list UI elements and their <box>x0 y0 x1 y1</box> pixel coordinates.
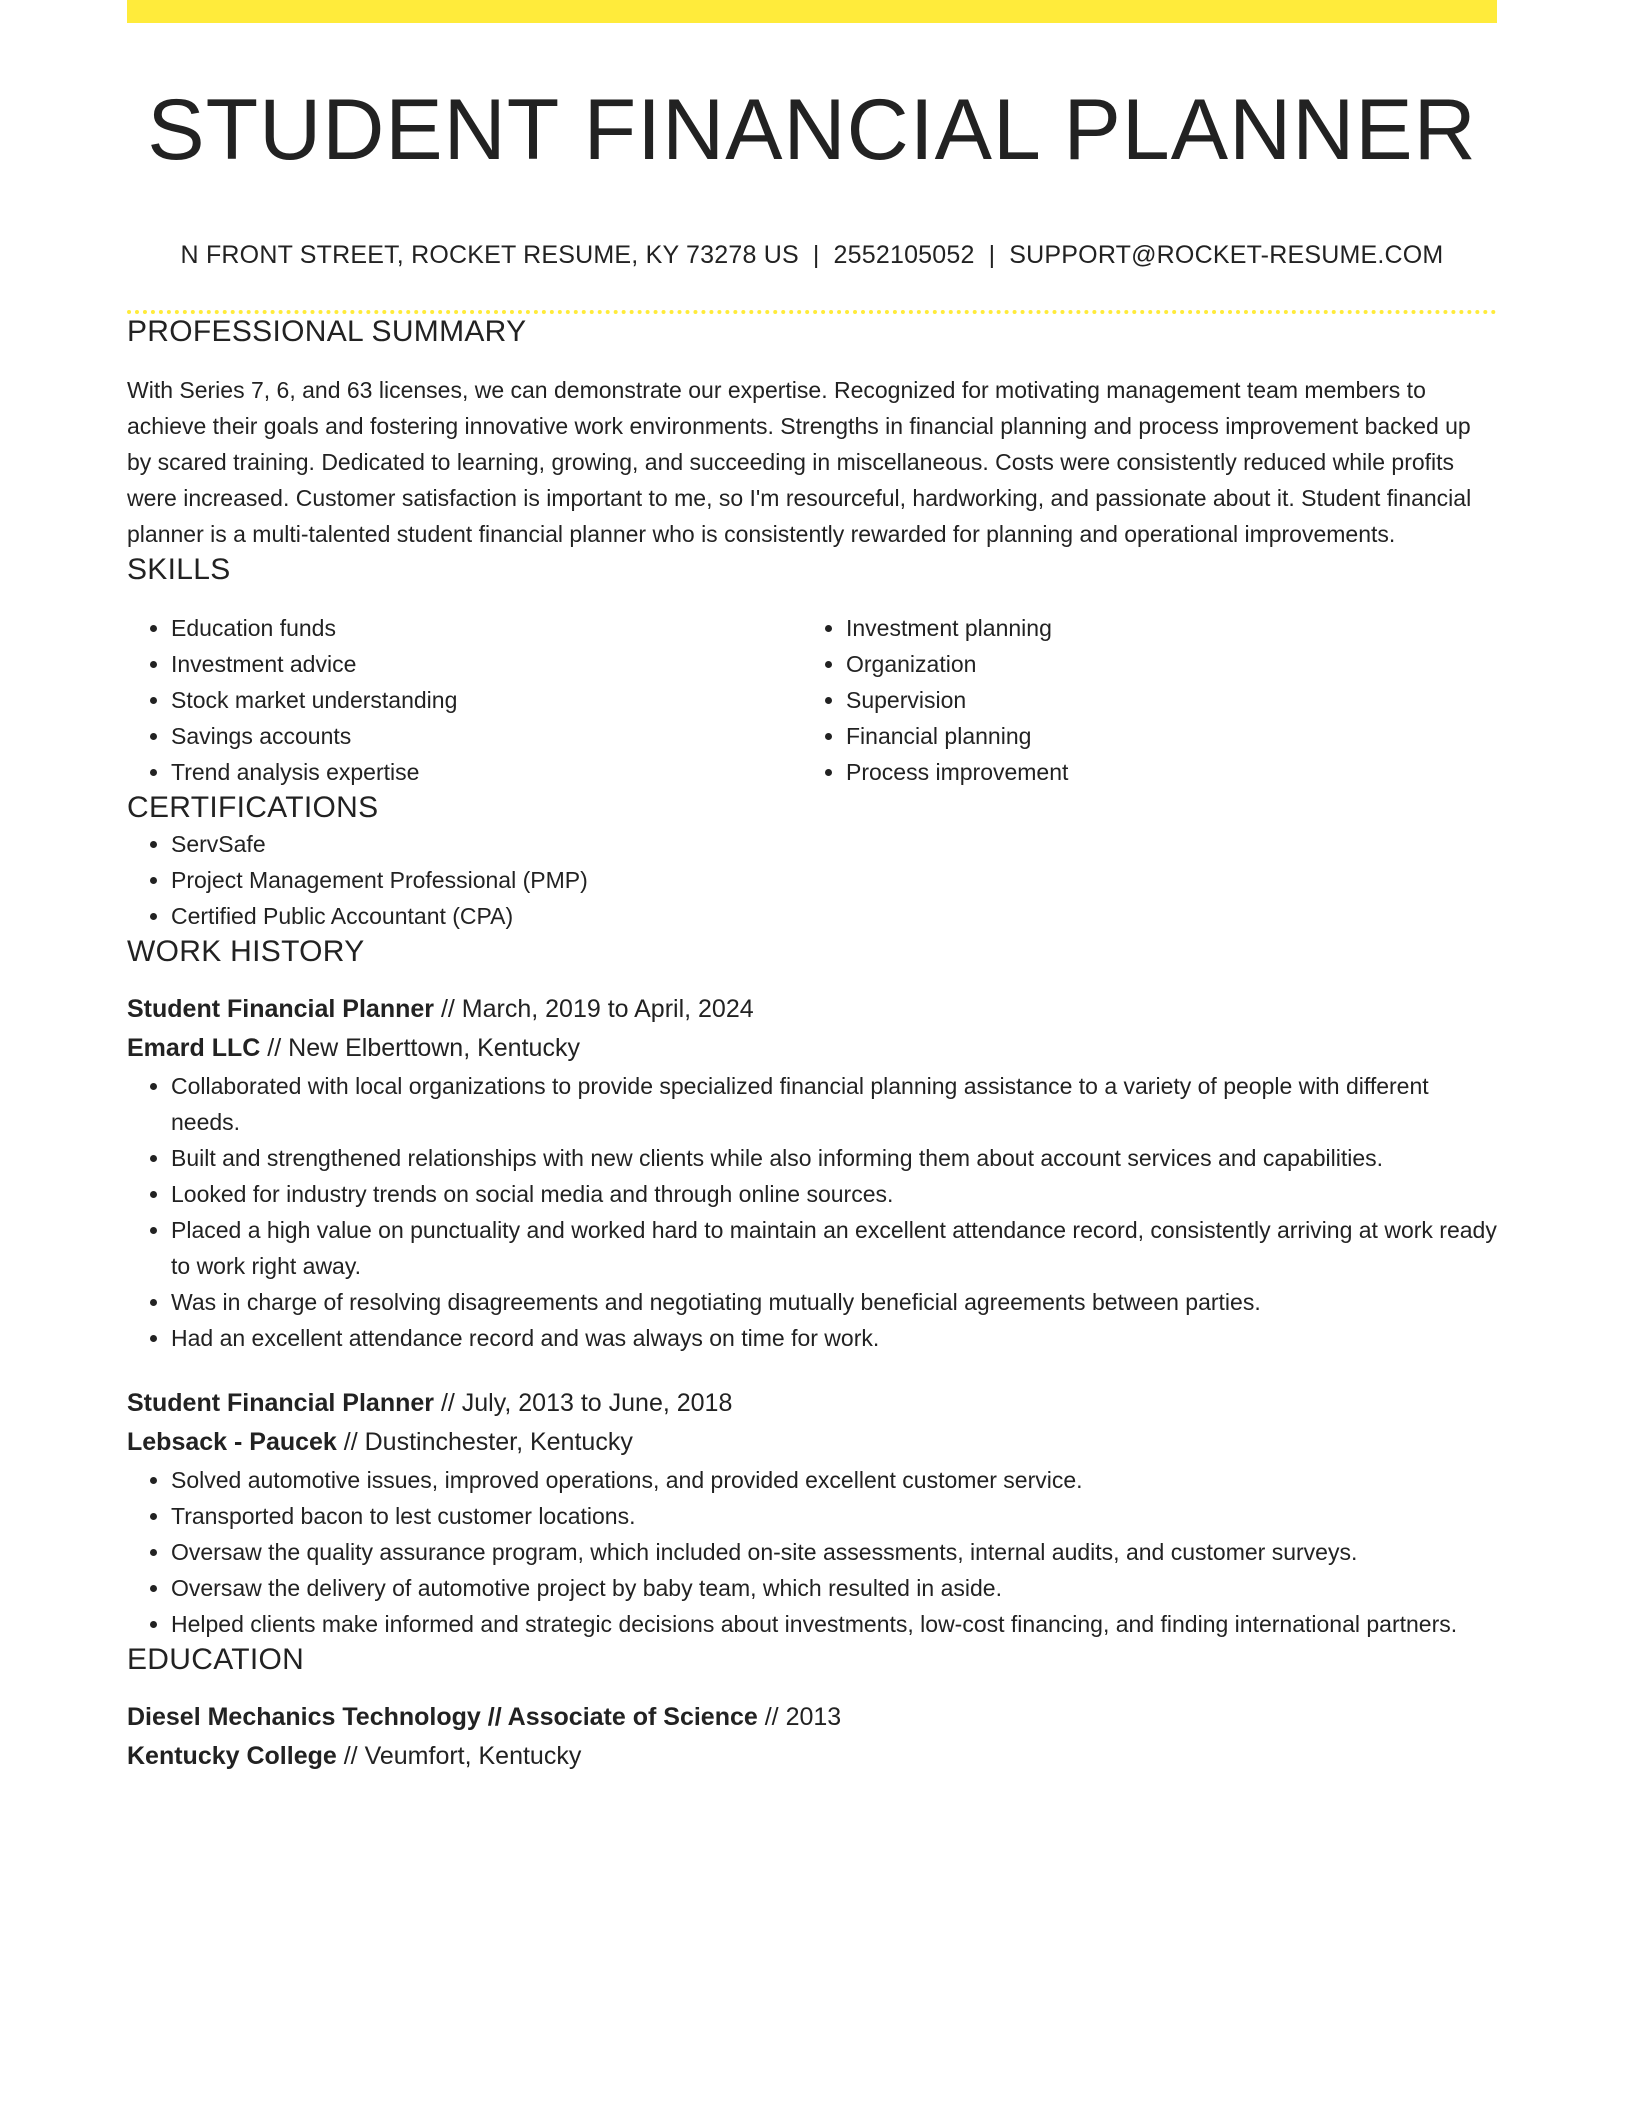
skills-list-right <box>802 610 1477 790</box>
job-company: Lebsack - Paucek <box>127 1428 337 1456</box>
job-dates: // July, 2013 to June, 2018 <box>434 1389 733 1417</box>
job-entry <box>127 990 1497 1356</box>
job-location: // New Elberttown, Kentucky <box>260 1034 580 1062</box>
contact-line <box>127 240 1497 270</box>
job-title-line <box>127 990 1497 1029</box>
skills-list-left <box>127 610 802 790</box>
job-role: Student Financial Planner <box>127 995 434 1023</box>
job-company-line <box>127 1029 1497 1068</box>
accent-top-bar <box>127 0 1497 23</box>
skills-grid <box>127 610 1497 790</box>
summary-text: With Series 7, 6, and 63 licenses, we can demonstrate our expertise. Recognized for motivating management team members to achieve their goals and fostering innovative work environments. Strengths in financial planning and process improvement backed up by scared training. Dedicated to learning, growing, and succeeding in miscellaneous. Costs were consistently reduced while profits were increased. Customer satisfaction is important to me, so I'm resourceful, hardworking, and passionate about it. Student financial planner is a multi-talented student financial planner who is consistently rewarded for planning and operational improvements. <box>127 377 1472 547</box>
job-entry <box>127 1384 1497 1642</box>
education-degree: Diesel Mechanics Technology // Associate of Science <box>127 1703 758 1731</box>
contact-address: N FRONT STREET, ROCKET RESUME, KY 73278 US <box>180 241 799 269</box>
job-bullet: • Solved automotive issues, improved operations, and provided excellent customer service. <box>171 1462 1497 1498</box>
job-dates: // March, 2019 to April, 2024 <box>434 995 754 1023</box>
certifications-list <box>127 826 1497 934</box>
work-history-heading: WORK HISTORY <box>127 935 365 968</box>
education-year: // 2013 <box>757 1703 842 1731</box>
certification-item: • ServSafe <box>171 826 1497 862</box>
skills-column-right <box>802 610 1477 790</box>
education-entry <box>127 1698 1497 1776</box>
skill-item: • Supervision <box>846 682 1477 718</box>
job-bullet: • Built and strengthened relationships with new clients while also informing them about account services and capabilities. <box>171 1140 1497 1176</box>
job-bullet: • Oversaw the delivery of automotive project by baby team, which resulted in aside. <box>171 1570 1497 1606</box>
skill-item: • Investment planning <box>846 610 1477 646</box>
skill-item: • Trend analysis expertise <box>171 754 802 790</box>
job-bullet: • Oversaw the quality assurance program, which included on-site assessments, internal audits, and customer surveys. <box>171 1534 1497 1570</box>
education-school: Kentucky College <box>127 1742 337 1770</box>
job-company: Emard LLC <box>127 1034 261 1062</box>
job-bullet: • Was in charge of resolving disagreements and negotiating mutually beneficial agreements between parties. <box>171 1284 1497 1320</box>
education-school-line <box>127 1737 1497 1776</box>
job-role: Student Financial Planner <box>127 1389 434 1417</box>
skill-item: • Financial planning <box>846 718 1477 754</box>
job-bullet: • Placed a high value on punctuality and worked hard to maintain an excellent attendance record, consistently arriving at work ready to work right away. <box>171 1212 1497 1284</box>
job-bullet: • Helped clients make informed and strategic decisions about investments, low-cost financing, and finding international partners. <box>171 1606 1497 1642</box>
skill-item: • Investment advice <box>171 646 802 682</box>
contact-email: SUPPORT@ROCKET-RESUME.COM <box>1009 241 1444 269</box>
job-bullet: • Collaborated with local organizations to provide specialized financial planning assistance to a variety of people with different needs. <box>171 1068 1497 1140</box>
education-location: // Veumfort, Kentucky <box>336 1742 582 1770</box>
certifications-heading: CERTIFICATIONS <box>127 791 379 824</box>
candidate-name: STUDENT FINANCIAL PLANNER <box>147 82 1477 178</box>
skill-item: • Stock market understanding <box>171 682 802 718</box>
job-bullet: • Had an excellent attendance record and was always on time for work. <box>171 1320 1497 1356</box>
skill-item: • Education funds <box>171 610 802 646</box>
contact-separator: | <box>988 241 996 269</box>
job-bullet-list <box>127 1068 1497 1356</box>
job-bullet: • Looked for industry trends on social media and through online sources. <box>171 1176 1497 1212</box>
skill-item: • Organization <box>846 646 1477 682</box>
summary-heading: PROFESSIONAL SUMMARY <box>127 315 527 348</box>
job-location: // Dustinchester, Kentucky <box>336 1428 633 1456</box>
resume-content <box>127 23 1497 1776</box>
job-bullet-list <box>127 1462 1497 1642</box>
skills-heading: SKILLS <box>127 553 231 586</box>
skill-item: • Process improvement <box>846 754 1477 790</box>
job-company-line <box>127 1423 1497 1462</box>
job-bullet: • Transported bacon to lest customer locations. <box>171 1498 1497 1534</box>
certification-item: • Certified Public Accountant (CPA) <box>171 898 1497 934</box>
contact-phone: 2552105052 <box>833 241 975 269</box>
skill-item: • Savings accounts <box>171 718 802 754</box>
skills-column-left <box>127 610 802 790</box>
education-heading: EDUCATION <box>127 1643 305 1676</box>
education-degree-line <box>127 1698 1497 1737</box>
job-title-line <box>127 1384 1497 1423</box>
certification-item: • Project Management Professional (PMP) <box>171 862 1497 898</box>
contact-separator: | <box>812 241 820 269</box>
